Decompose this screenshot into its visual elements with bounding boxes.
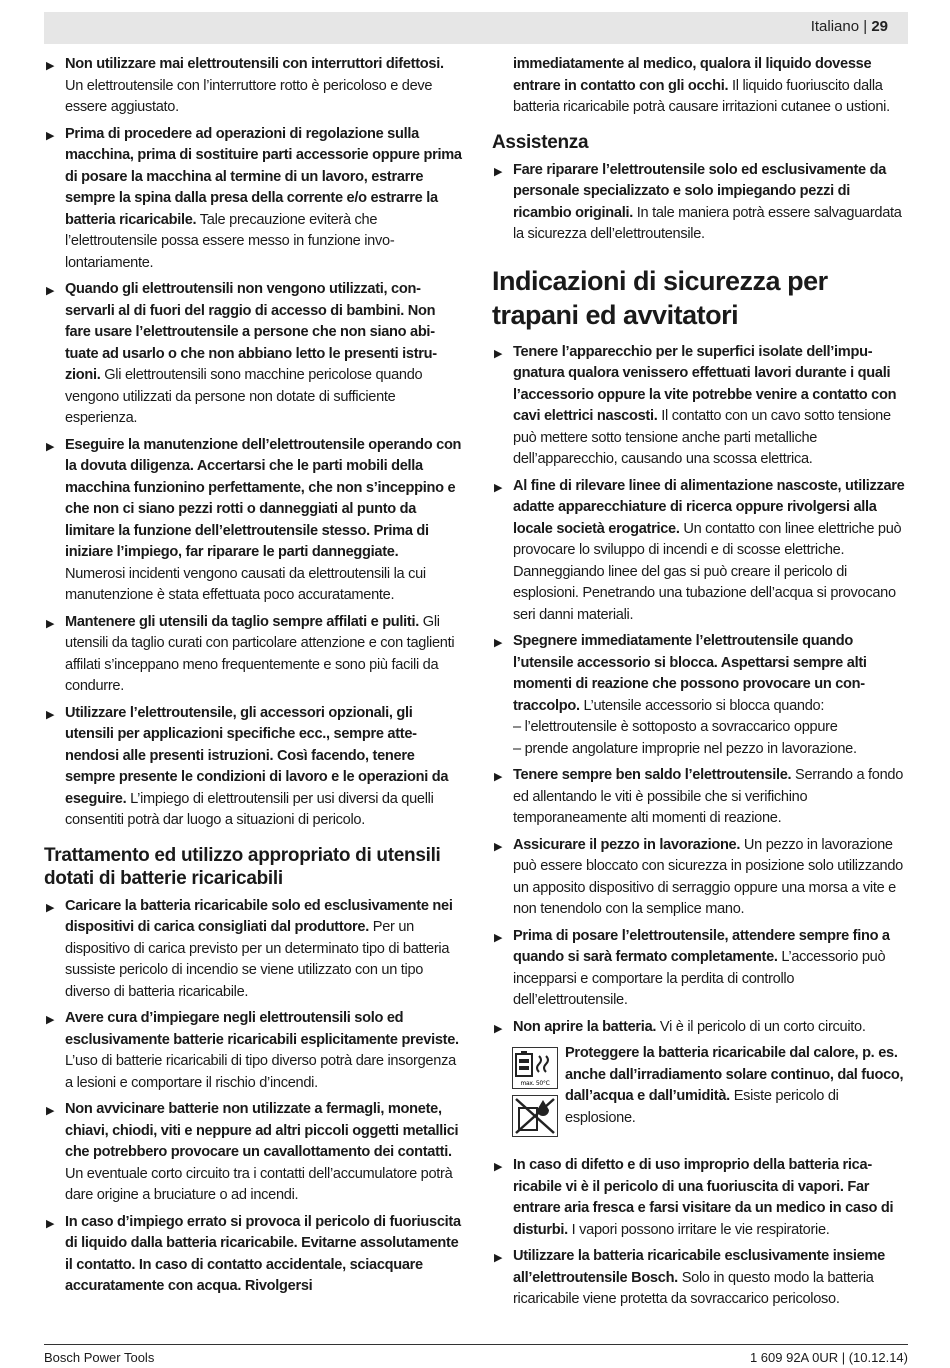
bullet-bold-text: Tenere l’apparecchio per le superfici isolate dell’impugnatura qualora venissero effettuati lavori durante i quali l’accessorio oppure la vite potrebbe venire a contatto con cavi elettrici nascosti.: [513, 343, 897, 424]
bullet-arrow-icon: ▶: [494, 931, 503, 944]
bullet-item: [492, 160, 908, 246]
bullet-item: [492, 765, 908, 830]
bullet-item: [492, 1246, 908, 1311]
bullet-body-text: Gli elettroutensili sono macchine pericolose quando vengono utilizzati da persone non dotate di sufficiente esperienza.: [65, 367, 423, 426]
bullet-body-text: Un eventuale corto circuito tra i contatti dell’accumulatore potrà dare origine a bruciature o ad incendi.: [65, 1165, 453, 1203]
bullet-body-text: Numerosi incidenti vengono causati da elettroutensili la cui manutenzione è stata effettuata poco accuratamente.: [65, 565, 426, 603]
bullet-bold-text: Non aprire la batteria.: [513, 1018, 657, 1035]
footer-doc-number: 1 609 92A 0UR | (10.12.14): [749, 1350, 908, 1365]
no-water-icon: [512, 1095, 558, 1137]
footer-brand: Bosch Power Tools: [44, 1350, 155, 1365]
bullet-body-text: L’accessorio può incepparsi e comportare la perdita di controllo dell’elettroutensile.: [513, 949, 886, 1008]
drill-items: [492, 342, 908, 1039]
bullet-body-text: Solo in questo modo la batteria ricaricabile viene protetta da sovraccarico pericoloso.: [513, 1269, 874, 1307]
bullet-arrow-icon: ▶: [494, 1022, 503, 1035]
warning-box: [492, 1043, 908, 1135]
bullet-item: [44, 896, 462, 1004]
bullet-item: [44, 435, 462, 607]
bullet-body-text: Un contatto con linee elettriche può provocare lo sviluppo di incendi e di scosse elettriche. Danneggiando linee del gas si può creare il pericolo di esplosioni. Penetrando una tubazione dell’acqua si provocano seri danni materiali.: [513, 520, 902, 623]
section-title-battery: Trattamento ed utilizzo appropriato di utensili dotati di batterie ricaricabili: [44, 844, 441, 889]
bullet-arrow-icon: ▶: [46, 901, 55, 914]
bullet-bold-text: Prima di posare l’elettroutensile, attendere sempre fino a quando si sarà fermato completamente.: [513, 927, 890, 965]
bullet-bold-text: Prima di procedere ad operazioni di regolazione sulla macchina, prima di sostituire parti accessorie oppure prima di posare la macchina al termine di un lavoro, estrarre sempre la spina dalla presa della corrente e/o estrarre la batteria ricaricabile.: [65, 125, 462, 228]
bullet-bold-text: Non utilizzare mai elettroutensili con interruttori difettosi.: [65, 56, 444, 72]
bullet-body-text: L’impiego di elettroutensili per usi diversi da quelli consentiti potrà dar luogo a situazioni di pericolo.: [65, 790, 434, 828]
warning-text: Esiste pericolo di esplosione.: [565, 1088, 839, 1126]
header-separator: |: [863, 18, 868, 35]
bullet-body-text: L’utensile accessorio si blocca quando:: [579, 697, 825, 714]
left-items-top: [44, 54, 462, 832]
bullet-item: [44, 1212, 462, 1298]
bullet-arrow-icon: ▶: [46, 440, 55, 453]
bullet-arrow-icon: ▶: [46, 1217, 55, 1230]
after-items: [492, 1155, 908, 1311]
bullet-arrow-icon: ▶: [494, 1161, 503, 1173]
header-text: [811, 18, 888, 35]
bullet-arrow-icon: ▶: [46, 1105, 55, 1117]
left-items-battery: [44, 896, 462, 1298]
bullet-item: [492, 476, 908, 627]
bullet-item: [44, 703, 462, 832]
bullet-arrow-icon: ▶: [494, 1252, 503, 1264]
bullet-bold-text: Non avvicinare batterie non utilizzate a fermagli, monete, chiavi, chiodi, viti e neppure ad altri piccoli oggetti metallici che potrebbero provocare un cavallottamento dei contatti.: [65, 1101, 459, 1160]
bullet-arrow-icon: ▶: [494, 481, 503, 494]
bullet-arrow-icon: ▶: [494, 771, 503, 783]
bullet-bold-text: Fare riparare l’elettroutensile solo ed esclusivamente da personale specializzato e solo impiegando pezzi di ricambio originali.: [513, 161, 887, 221]
bullet-bold-text: Eseguire la manutenzione dell’elettroutensile operando con la dovuta diligenza. Accertarsi che le parti mobili della macchina funzionino perfettamente, che non s’inceppino e che non ci siano pezzi rotti o danneggiati al punto da limitare la funzione dell’elettroutensile stesso. Prima di iniziare l’impiego, far riparare le parti danneggiate.: [65, 436, 462, 560]
warning-bold: Proteggere la batteria ricaricabile dal calore, p. es. anche dall’irradiamento solare continuo, dal fuoco, dall’acqua e dall’umidità.: [565, 1045, 904, 1104]
bullet-item: [492, 342, 908, 471]
bullet-body-text: In tale maniera potrà essere salvaguardata la sicurezza dell’elettroutensile.: [513, 204, 902, 242]
bullet-arrow-icon: ▶: [494, 637, 503, 649]
bullet-bold-text: Spegnere immediatamente l’elettroutensile quando l’utensile accessorio si blocca. Aspettarsi sempre alti momenti di reazione che possono provocare un contraccolpo.: [513, 633, 867, 714]
bullet-item: [492, 835, 908, 921]
bullet-item: [44, 1008, 462, 1094]
bullet-bold-text: In caso di difetto e di uso improprio della batteria ricaricabile vi è il pericolo di una fuoriuscita di vapori. Far entrare aria fresca e farsi visitare da un medico in caso di disturbi.: [513, 1157, 894, 1238]
bullet-arrow-icon: ▶: [494, 347, 503, 360]
bullet-bold-text: Al fine di rilevare linee di alimentazione nascoste, utilizzare adatte apparecchiature di ricerca oppure rivolgersi alla locale società erogatrice.: [513, 477, 905, 537]
bullet-bold-text: Tenere sempre ben saldo l’elettroutensile.: [513, 767, 792, 783]
bullet-item: [492, 926, 908, 1012]
main-title: Indicazioni di sicurezza per trapani ed avvitatori: [492, 265, 828, 330]
warning-icons: [512, 1047, 558, 1143]
left-column: [44, 54, 462, 1303]
bullet-item: [44, 124, 462, 275]
bullet-body-text: L’uso di batterie ricaricabili di tipo diverso potrà dare insorgenza a lesioni e comportare il rischio d’incendi.: [65, 1053, 456, 1091]
continuation-paragraph: [492, 54, 908, 119]
bullet-body-text: Serrando a fondo ed allentando le viti è possibile che si verifichino temporaneamente alti momenti di reazione.: [513, 767, 904, 826]
footer-rule: [44, 1344, 908, 1345]
right-column: [492, 54, 908, 1316]
bullet-body-text: Tale precauzione eviterà che l’elettroutensile possa essere messo in funzione involontariamente.: [65, 211, 395, 271]
bullet-body-text: Per un dispositivo di carica previsto per un determinato tipo di batteria sussiste pericolo di incendio se viene utilizzato con un tipo diverso di batteria ricaricabile.: [65, 919, 450, 1000]
bullet-item: [44, 54, 462, 119]
page-number: 29: [871, 18, 888, 35]
bullet-body-text: Il contatto con un cavo sotto tensione può mettere sotto tensione anche parti metalliche dell’apparecchio, causando una scossa elettrica.: [513, 408, 891, 467]
section-title-service: Assistenza: [492, 131, 589, 153]
heat-battery-icon: [512, 1047, 558, 1089]
bullet-arrow-icon: ▶: [46, 285, 55, 297]
page-header: [44, 12, 908, 44]
bullet-arrow-icon: ▶: [46, 1014, 55, 1026]
bullet-body-text: Un pezzo in lavorazione può essere bloccato con sicurezza in posizione solo utilizzando un apposito dispositivo di serraggio oppure una morsa a vite e non tenendolo con la semplice mano.: [513, 836, 903, 917]
bullet-body-text: I vapori possono irritare le vie respiratorie.: [567, 1221, 830, 1238]
header-language: Italiano: [810, 18, 860, 35]
bullet-item: [492, 631, 908, 760]
continuation-text: Il liquido fuoriuscito dalla batteria ricaricabile potrà causare irritazioni cutanee o ustioni.: [513, 77, 890, 115]
bullet-item: [44, 612, 462, 698]
bullet-arrow-icon: ▶: [46, 129, 55, 142]
bullet-bold-text: Utilizzare la batteria ricaricabile esclusivamente insieme all’elettroutensile Bosch.: [513, 1248, 885, 1286]
max-temp-label: max. 50°C: [520, 1080, 550, 1087]
bullet-arrow-icon: ▶: [46, 617, 55, 630]
bullet-item: [492, 1155, 908, 1241]
bullet-arrow-icon: ▶: [494, 840, 503, 853]
bullet-arrow-icon: ▶: [46, 60, 55, 72]
sub-item: – prende angolature improprie nel pezzo in lavorazione.: [513, 740, 857, 757]
bullet-bold-text: Avere cura d’impiegare negli elettroutensili solo ed esclusivamente batterie ricaricabili esplicitamente previste.: [65, 1010, 459, 1048]
continuation-bold: immediatamente al medico, qualora il liquido dovesse entrare in contatto con gli occhi.: [513, 56, 872, 94]
bullet-arrow-icon: ▶: [46, 708, 55, 721]
bullet-bold-text: Assicurare il pezzo in lavorazione.: [513, 836, 741, 853]
service-items: [492, 160, 908, 246]
bullet-bold-text: Mantenere gli utensili da taglio sempre affilati e puliti.: [65, 613, 420, 630]
bullet-bold-text: Quando gli elettroutensili non vengono utilizzati, conservarli al di fuori del raggio di accesso di bambini. Non fare usare l’elettroutensile a persone che non siano abituate ad usarlo o che non abbiano letto le presenti istruzioni.: [65, 281, 438, 383]
bullet-item: [492, 1017, 908, 1039]
bullet-arrow-icon: ▶: [494, 165, 503, 178]
bullet-body-text: Un elettroutensile con l’interruttore rotto è pericoloso e deve essere aggiustato.: [65, 77, 433, 115]
sub-item: – l’elettroutensile è sottoposto a sovraccarico oppure: [513, 719, 838, 735]
bullet-bold-text: Utilizzare l’elettroutensile, gli accessori opzionali, gli utensili per applicazioni specifiche ecc., sempre attenendosi alle presenti istruzioni. Così facendo, tenere sempre presente le condizioni di lavoro e le operazioni da eseguire.: [65, 704, 449, 807]
bullet-item: [44, 1099, 462, 1207]
bullet-body-text: Gli utensili da taglio curati con particolare attenzione e con taglienti affilati s’inceppano meno frequentemente e sono più facili da condurre.: [65, 613, 455, 694]
bullet-item: [44, 279, 462, 430]
bullet-bold-text: Caricare la batteria ricaricabile solo ed esclusivamente nei dispositivi di carica consigliati dal produttore.: [65, 897, 453, 935]
bullet-body-text: Vi è il pericolo di un corto circuito.: [656, 1018, 866, 1035]
bullet-bold-text: In caso d’impiego errato si provoca il pericolo di fuoriuscita di liquido dalla batteria ricaricabile. Evitarne assolutamente il contatto. In caso di contatto accidentale, sciacquare accuratamente con acqua. Rivolgersi: [65, 1213, 461, 1294]
